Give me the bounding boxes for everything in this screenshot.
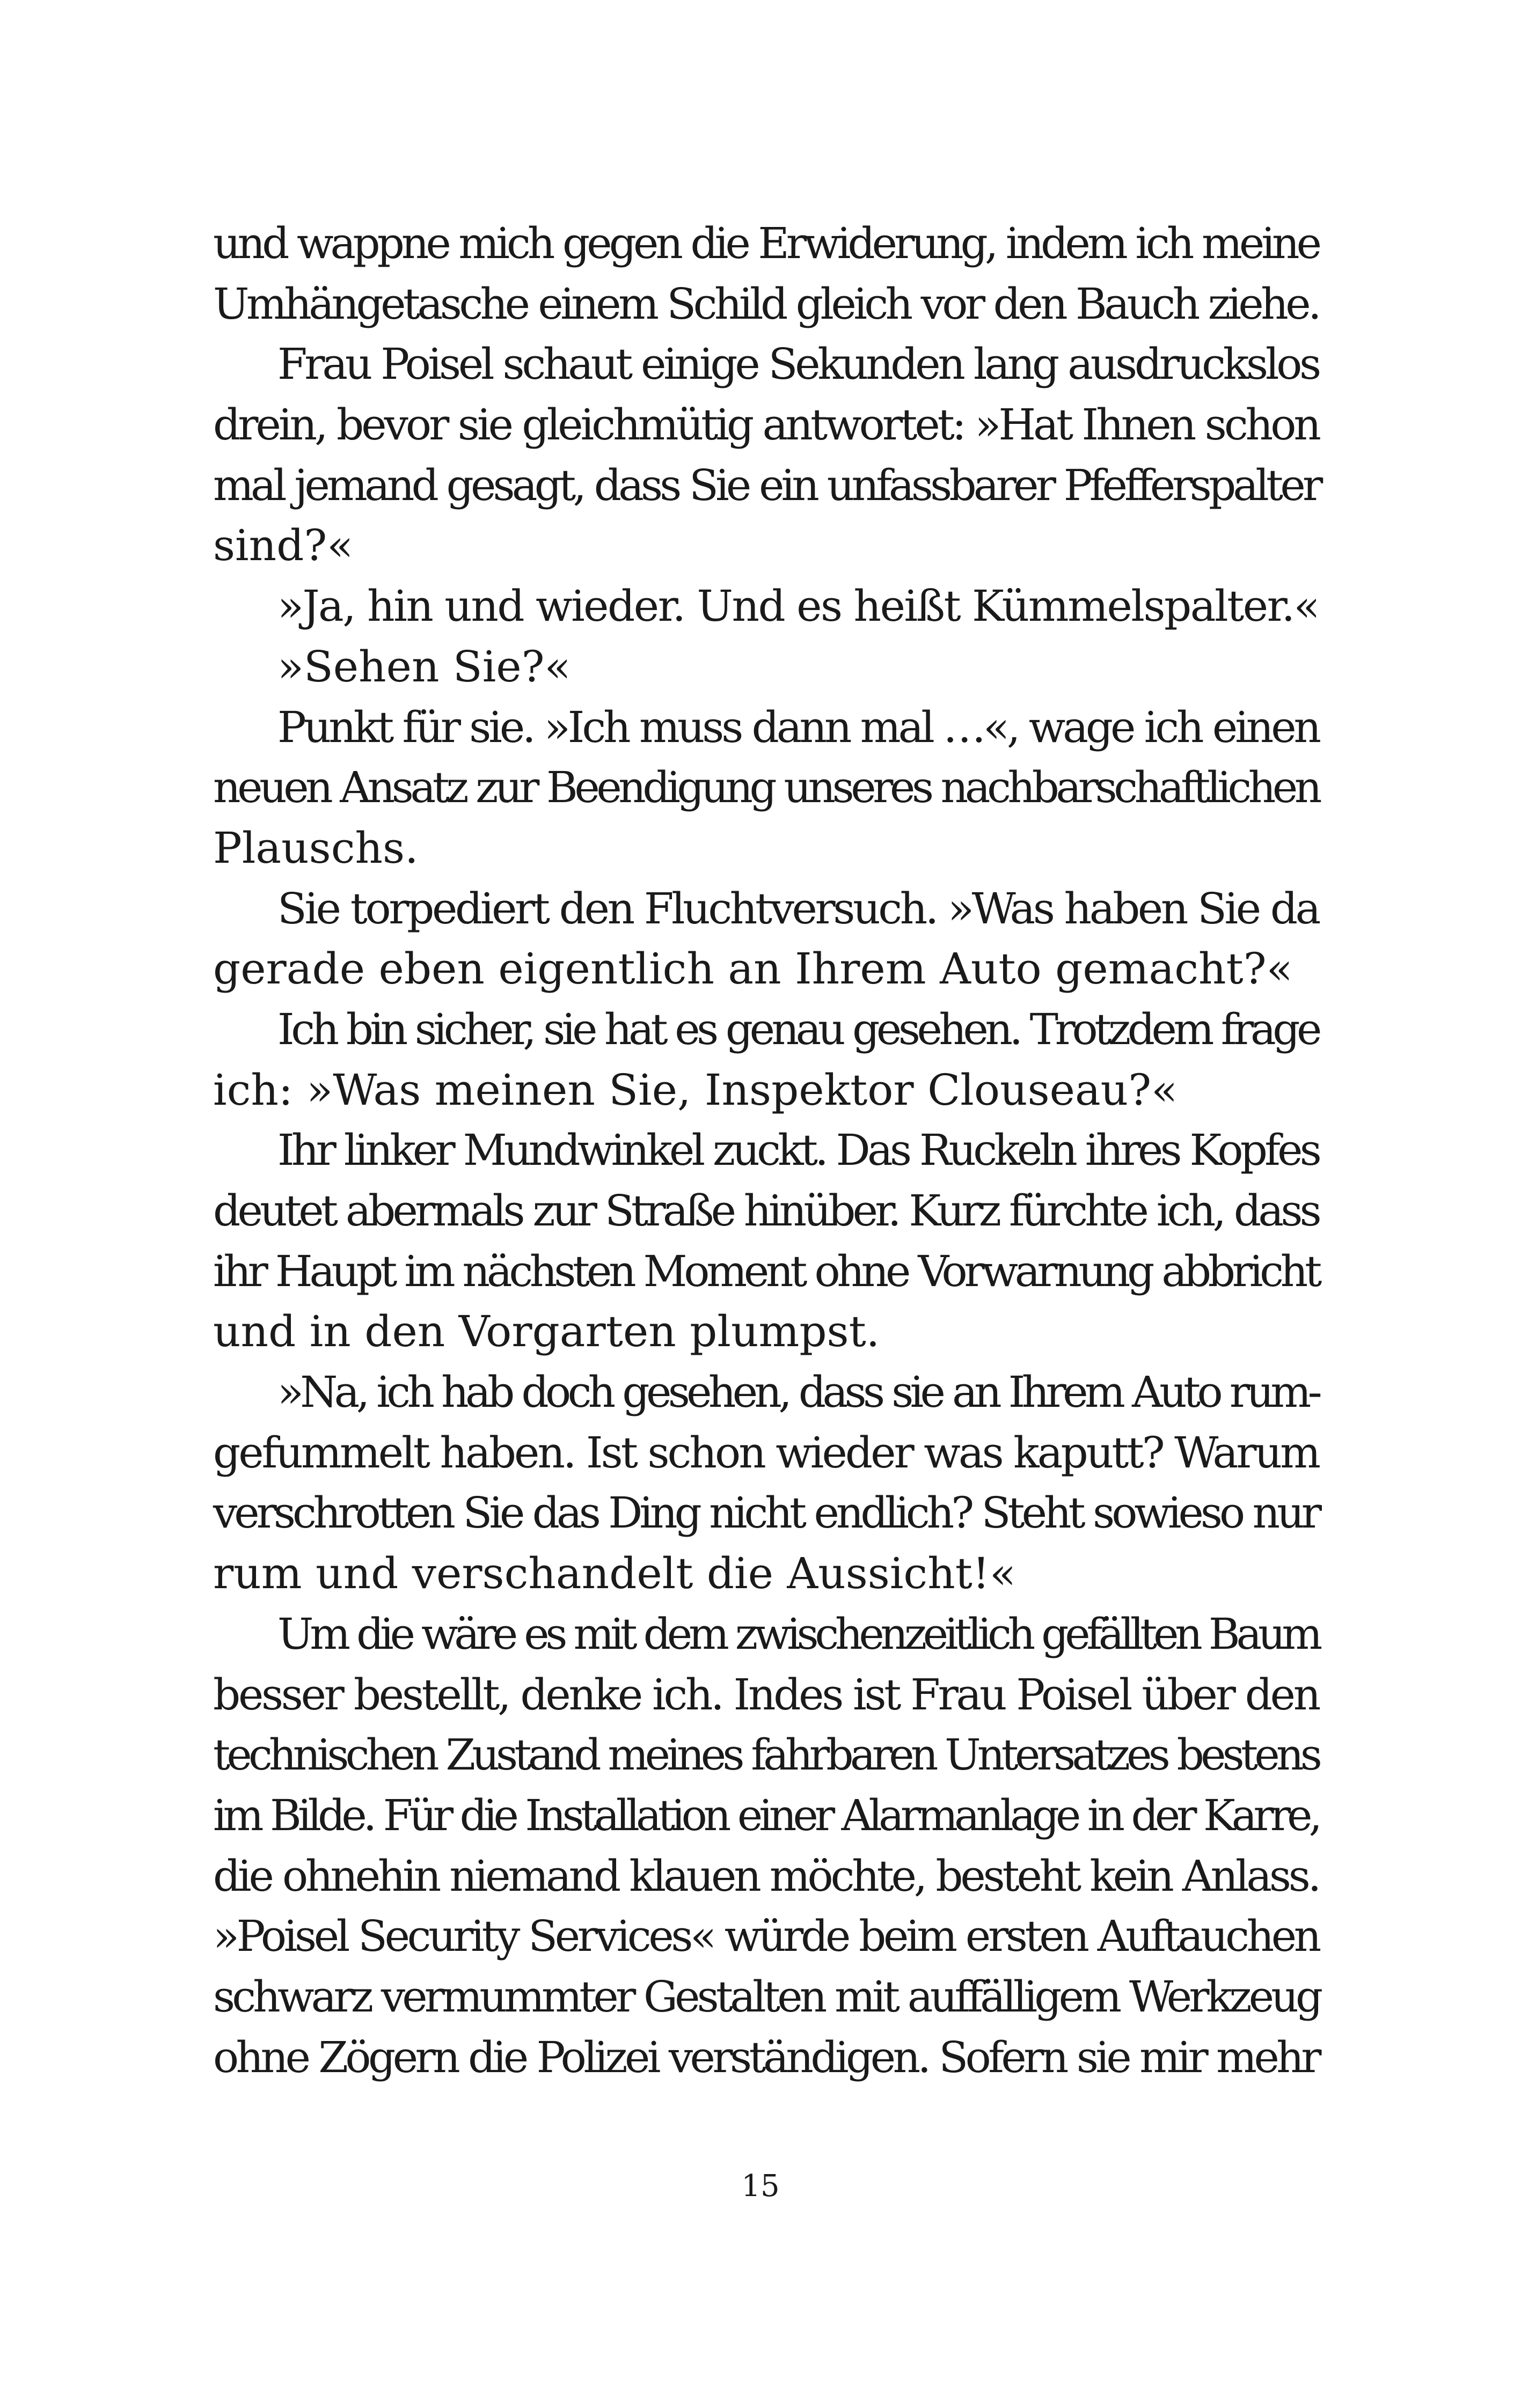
text-line: die ohnehin niemand klauen möchte, besteht kein Anlass. [213,1851,1319,1901]
text-line: »Sehen Sie?« [277,641,571,692]
text-line: und wappne mich gegen die Erwiderung, indem ich meine [213,218,1319,268]
text-line: Ihr linker Mundwinkel zuckt. Das Ruckeln ihres Kopfes [277,1125,1319,1176]
text-line: Um die wäre es mit dem zwischenzeitlich gefällten Baum [277,1609,1319,1659]
text-line: neuen Ansatz zur Beendigung unseres nachbarschaftlichen [213,762,1319,813]
text-line: Umhängetasche einem Schild gleich vor den Bauch ziehe. [213,278,1319,329]
text-line: technischen Zustand meines fahrbaren Untersatzes bestens [213,1730,1319,1780]
text-line: Ich bin sicher, sie hat es genau gesehen. Trotzdem frage [277,1004,1319,1054]
page-number: 15 [741,2169,780,2204]
text-line: Punkt für sie. »Ich muss dann mal …«, wage ich einen [277,702,1319,752]
text-line: und in den Vorgarten plumpst. [213,1306,880,1357]
text-line: besser bestellt, denke ich. Indes ist Frau Poisel über den [213,1669,1319,1720]
text-line: sind?« [213,520,354,571]
text-line: gerade eben eigentlich an Ihrem Auto gemacht?« [213,944,1293,994]
text-line: verschrotten Sie das Ding nicht endlich? Steht sowieso nur [213,1488,1319,1538]
text-line: ich: »Was meinen Sie, Inspektor Clouseau?« [213,1064,1178,1115]
text-line: mal jemand gesagt, dass Sie ein unfassbarer Pfefferspalter [213,460,1320,510]
text-line: schwarz vermummter Gestalten mit auffälligem Werkzeug [213,1971,1320,2022]
page-text [213,214,1319,2088]
text-line: »Na, ich hab doch gesehen, dass sie an Ihrem Auto rum- [277,1367,1319,1418]
text-line: rum und verschandelt die Aussicht!« [213,1548,1016,1599]
text-line: Sie torpediert den Fluchtversuch. »Was haben Sie da [277,883,1319,934]
text-line: Frau Poisel schaut einige Sekunden lang ausdruckslos [277,339,1319,390]
text-line: im Bilde. Für die Installation einer Alarmanlage in der Karre, [213,1790,1319,1840]
text-line: »Poisel Security Services« würde beim ersten Auftauchen [213,1911,1319,1962]
text-line: ohne Zögern die Polizei verständigen. Sofern sie mir mehr [213,2032,1319,2082]
text-line: ihr Haupt im nächsten Moment ohne Vorwarnung abbricht [213,1246,1319,1296]
text-line: Plauschs. [213,823,419,873]
text-line: »Ja, hin und wieder. Und es heißt Kümmelspalter.« [277,581,1319,632]
text-line: drein, bevor sie gleichmütig antwortet: »Hat Ihnen schon [213,400,1319,450]
text-line: gefummelt haben. Ist schon wieder was kaputt? Warum [213,1427,1319,1478]
text-line: deutet abermals zur Straße hinüber. Kurz fürchte ich, dass [213,1186,1319,1236]
